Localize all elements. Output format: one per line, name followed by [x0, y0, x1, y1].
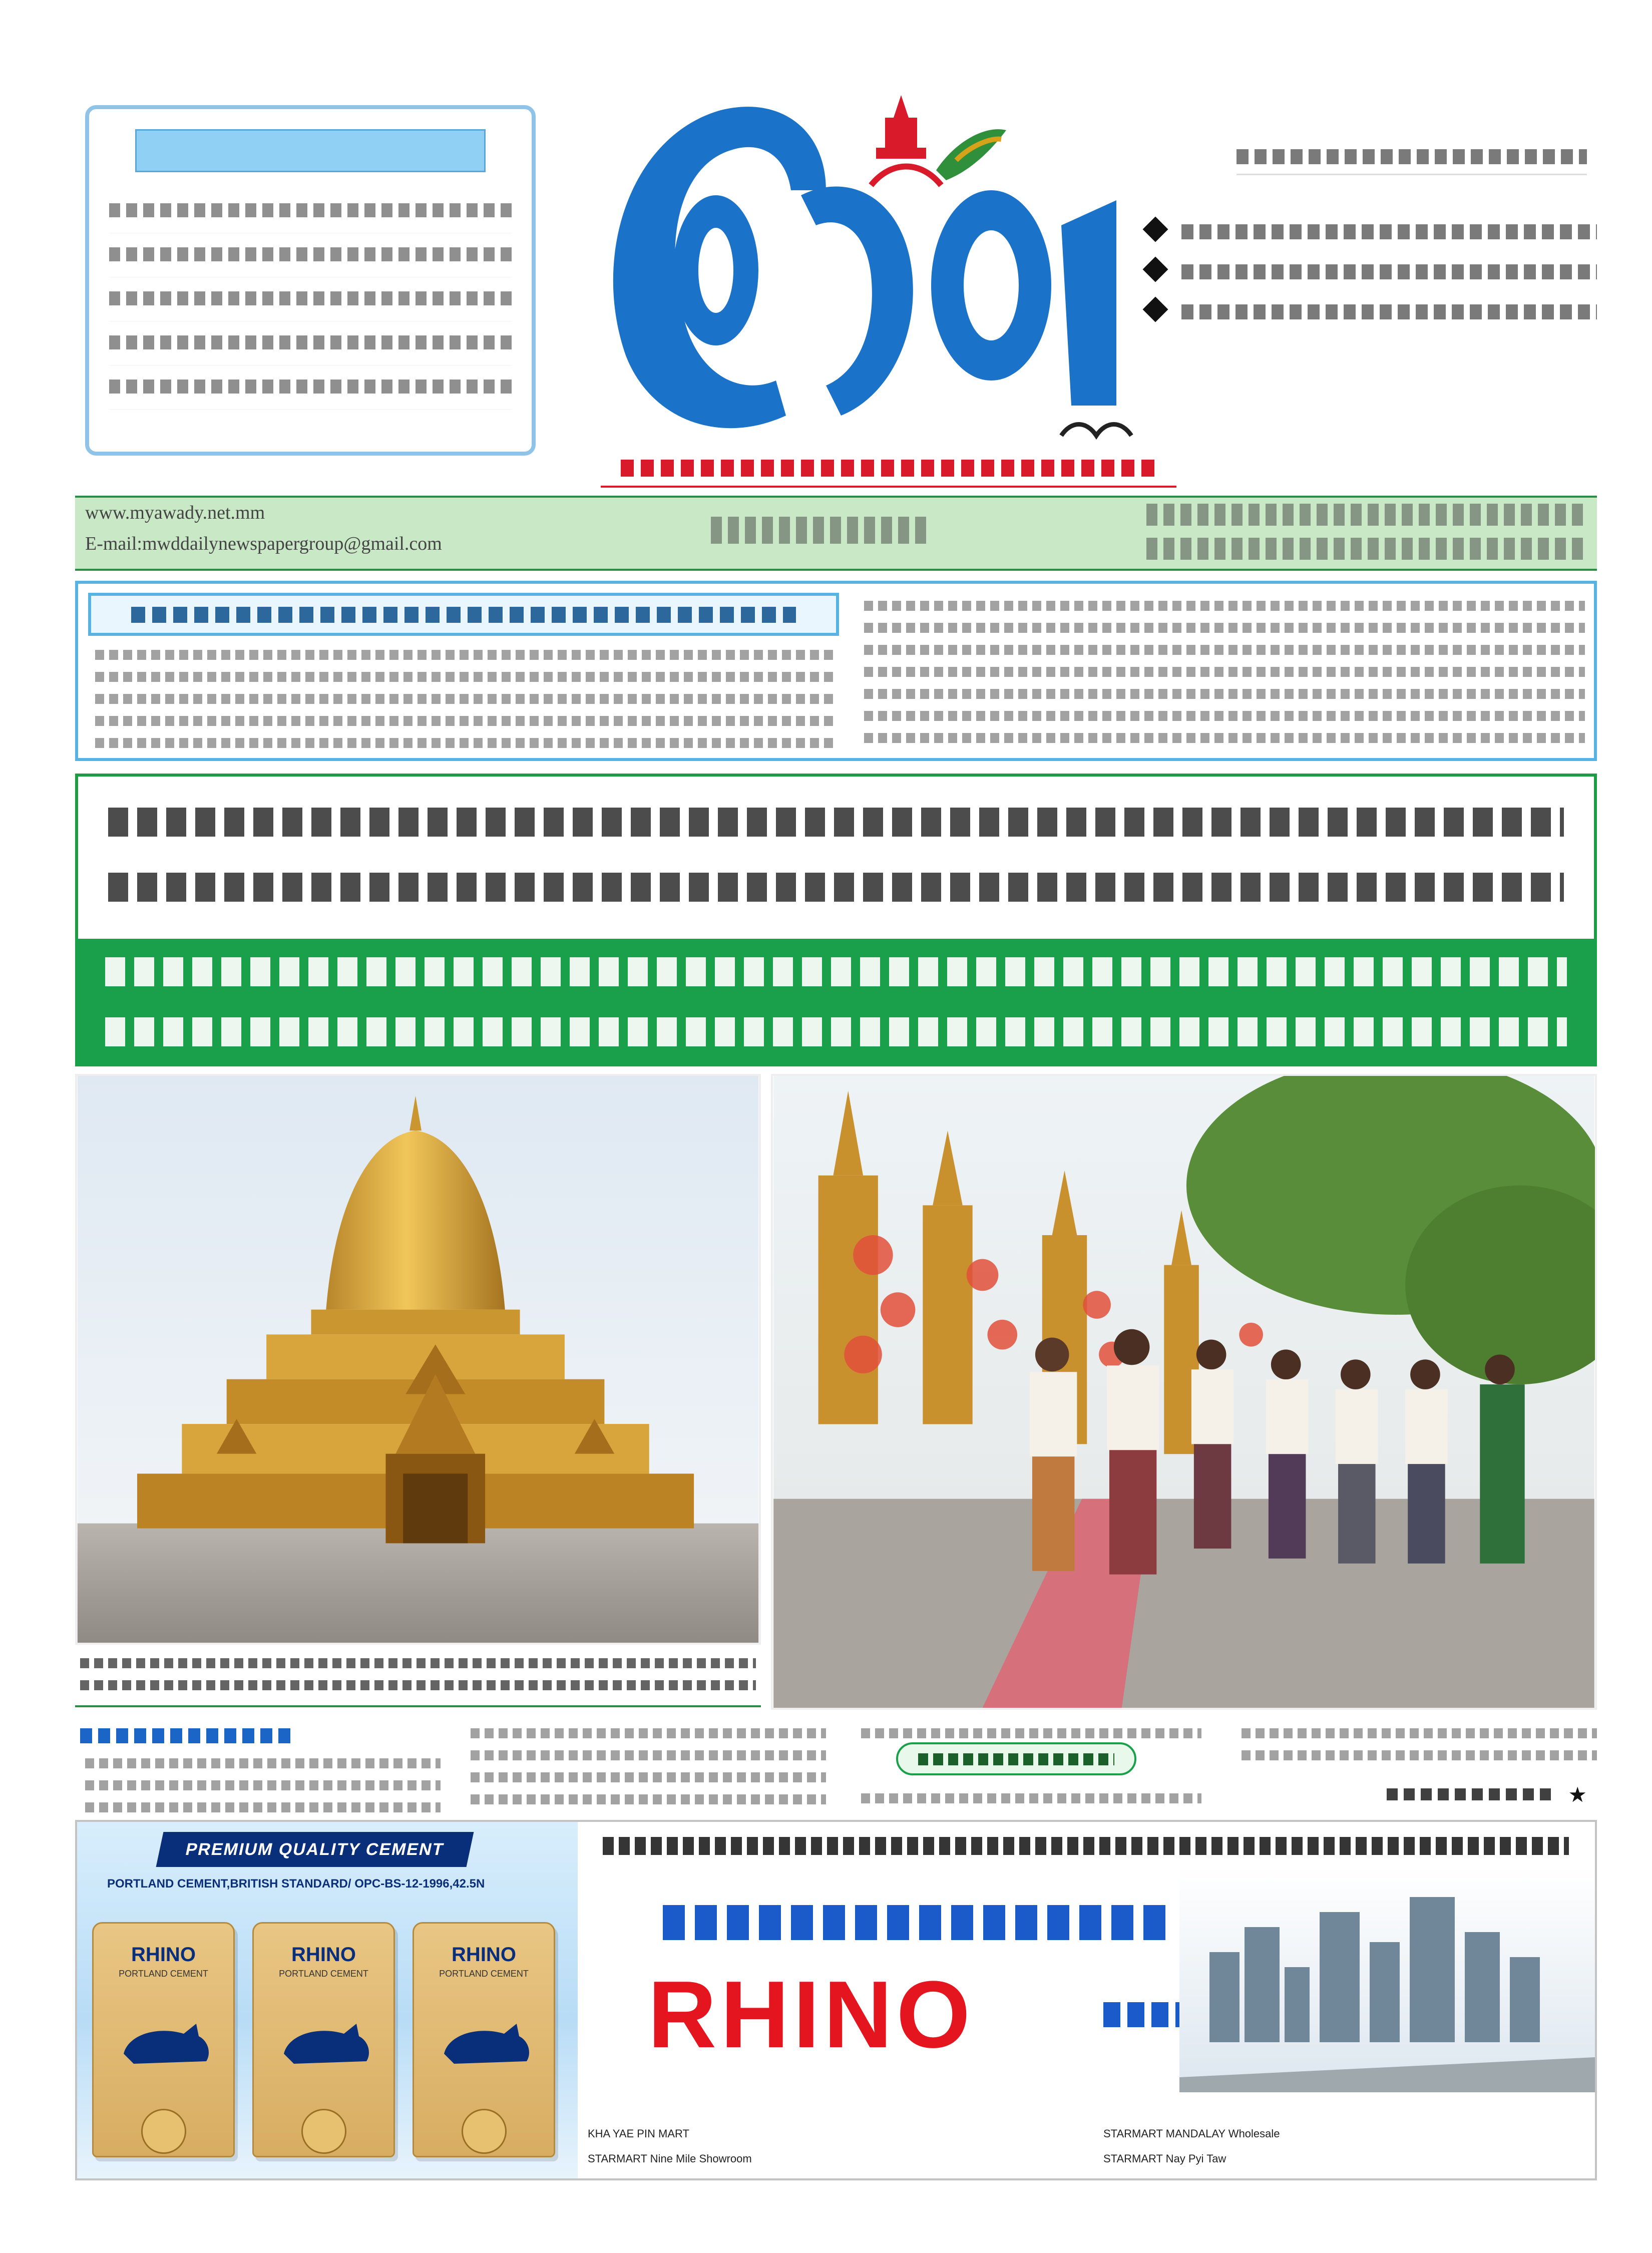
- sub-headline: [75, 939, 1597, 1066]
- masthead-slogan: [601, 451, 1176, 488]
- story-column-1: [80, 1752, 446, 1818]
- bag-brand: RHINO: [452, 1944, 516, 1966]
- rhino-icon: [274, 2009, 376, 2079]
- email-link[interactable]: E-mail:mwddailynewspapergroup@gmail.com: [85, 533, 442, 554]
- objectives-left-column: [90, 644, 841, 754]
- store-address: STARMART Nine Mile Showroom: [588, 2152, 752, 2165]
- cement-standard: PORTLAND CEMENT,BRITISH STANDARD/ OPC-BS-12-1996,42.5N: [107, 1877, 485, 1891]
- rhino-cement-ad: [75, 1820, 1597, 2180]
- continued-marker: [1387, 1782, 1587, 1807]
- bag-brand: RHINO: [131, 1944, 196, 1966]
- ad-top-line: [583, 1830, 1589, 1862]
- motto-text: [109, 189, 512, 410]
- state-objectives-box: [75, 581, 1597, 761]
- rhino-icon: [114, 2009, 216, 2079]
- bag-sub: PORTLAND CEMENT: [439, 1969, 529, 1979]
- campaign-item: [1146, 295, 1597, 333]
- bag-brand: RHINO: [291, 1944, 356, 1966]
- website-link[interactable]: www.myawady.net.mm: [85, 502, 265, 523]
- quality-badge: [141, 2109, 186, 2154]
- cement-bag: [92, 1922, 235, 2157]
- store-address: STARMART MANDALAY Wholesale: [1103, 2127, 1280, 2140]
- officials-visit-photo: [771, 1074, 1597, 1710]
- gregorian-date: [1146, 538, 1587, 560]
- motto-box: [85, 105, 536, 456]
- story-column-2: [466, 1722, 831, 1810]
- state-objectives-title: [88, 593, 839, 636]
- lead-story: [75, 1722, 1597, 1810]
- ad-product-panel: [77, 1822, 578, 2180]
- quality-badge: [301, 2109, 346, 2154]
- issue-info-band: [75, 496, 1597, 571]
- cement-bag: [412, 1922, 555, 2157]
- bag-sub: PORTLAND CEMENT: [119, 1969, 208, 1979]
- story-column-4: [1236, 1722, 1602, 1766]
- star-icon: ★: [1568, 1782, 1587, 1807]
- dateline: [80, 1722, 290, 1750]
- objectives-right-column: [859, 595, 1590, 749]
- myanmar-date: [1146, 504, 1587, 526]
- location-label: [896, 1742, 1136, 1775]
- cement-bag: [252, 1922, 395, 2157]
- campaign-item: [1146, 255, 1597, 293]
- campaign-item: [1146, 215, 1597, 253]
- newspaper-logo: [591, 75, 1181, 466]
- bag-sub: PORTLAND CEMENT: [279, 1969, 368, 1979]
- ad-tagline: [663, 1897, 1173, 1952]
- quality-badge: [462, 2109, 507, 2154]
- store-address: KHA YAE PIN MART: [588, 2127, 689, 2140]
- rhino-icon: [434, 2009, 537, 2079]
- campaign-title: [1236, 140, 1587, 175]
- photo-caption: [75, 1652, 761, 1707]
- premium-label: PREMIUM QUALITY CEMENT: [156, 1832, 474, 1867]
- main-headline: [75, 774, 1597, 939]
- city-skyline-image: [1179, 1867, 1595, 2092]
- rhino-logo-text: RHINO: [648, 1962, 975, 2068]
- pagoda-photo: [75, 1074, 761, 1645]
- motto-title: [135, 129, 486, 172]
- volume-issue: [711, 517, 926, 544]
- store-address: STARMART Nay Pyi Taw: [1103, 2152, 1226, 2165]
